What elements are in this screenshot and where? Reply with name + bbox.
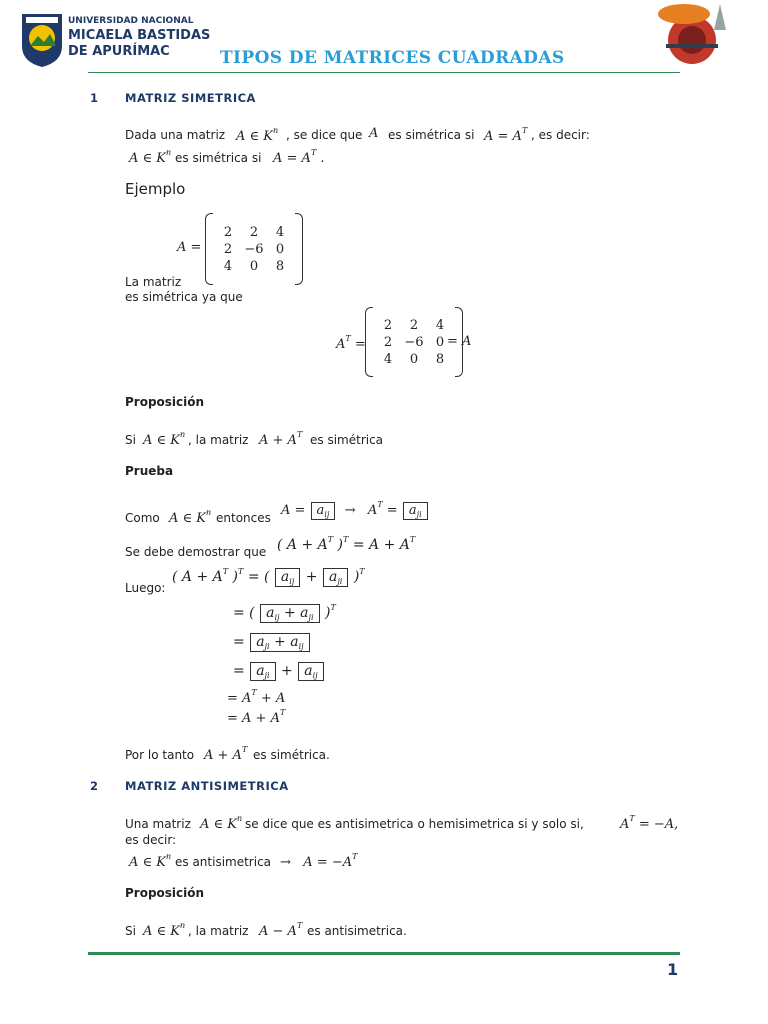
body-text: es decir: — [125, 833, 177, 847]
emblem-icon — [644, 0, 740, 64]
math-expression: = $A^T + A$ — [227, 688, 286, 706]
body-text: es antisimetrica — [175, 855, 272, 869]
body-text: es simétrica. — [253, 748, 330, 762]
matrix-cell: 4 — [223, 258, 233, 274]
body-text: es antisimetrica. — [307, 924, 407, 938]
math-expression: $A^T$ = — [336, 334, 366, 352]
matrix-cell: 2 — [223, 241, 233, 257]
math-expression: = $A + A^T$ — [227, 708, 286, 726]
math-expression: = $a_{ji} + a_{ij}$ — [233, 633, 311, 652]
math-expression: A ∈ $K^n$ — [169, 508, 212, 526]
body-text: Una matriz — [125, 817, 191, 831]
math-expression: A — [369, 126, 379, 141]
math-expression: = ( $a_{ij} + a_{ji}$ )$^T$ — [233, 603, 336, 622]
math-expression: $A + A^T$ — [204, 745, 248, 763]
section-number: 1 — [90, 91, 99, 105]
math-expression: A = — [177, 240, 202, 255]
body-text: Si — [125, 433, 136, 447]
body-text: Por lo tanto — [125, 748, 195, 762]
math-expression: ( $A + A^T$ )$^T = A + A^T$ — [277, 535, 416, 553]
math-expression: → $A = -A^T$ — [280, 852, 358, 870]
proof-heading: Prueba — [125, 464, 174, 478]
body-text: Como — [125, 511, 160, 525]
matrix-cell: 0 — [275, 241, 285, 257]
math-expression: $A = a_{ij} \to A^T = a_{ji}$ — [281, 500, 429, 520]
math-expression: $A - A^T$ — [259, 921, 303, 939]
body-text: es simétrica — [310, 433, 384, 447]
body-text: , la matriz — [188, 924, 249, 938]
matrix-cell: 8 — [435, 351, 445, 367]
intro-text: , se dice que — [286, 128, 363, 142]
footer-rule — [88, 952, 680, 955]
intro-text: es simétrica si — [175, 151, 262, 165]
matrix-cell: 2 — [383, 317, 393, 333]
math-expression: = $a_{ji} + a_{ij}$ — [233, 662, 325, 681]
intro-text: es simétrica si — [388, 128, 475, 142]
matrix-cell: 2 — [383, 334, 393, 350]
intro-text: , es decir: — [531, 128, 590, 142]
math-expression: = A — [447, 334, 472, 349]
matrix-cell: 0 — [249, 258, 259, 274]
matrix-cell: 2 — [409, 317, 419, 333]
matrix-a — [205, 213, 303, 285]
page-title: TIPOS DE MATRICES CUADRADAS — [220, 48, 565, 68]
matrix-cell: 2 — [223, 224, 233, 240]
proposition-heading: Proposición — [125, 886, 205, 900]
matrix-cell: 4 — [275, 224, 285, 240]
math-expression: $A^T = -A$, — [620, 814, 679, 832]
section-title: MATRIZ SIMETRICA — [125, 91, 256, 105]
math-expression: $A + A^T$ — [259, 430, 303, 448]
logo-text-1: UNIVERSIDAD NACIONAL — [68, 16, 194, 26]
matrix-cell: −6 — [404, 334, 424, 350]
body-text: entonces — [216, 511, 271, 525]
matrix-cell: 8 — [275, 258, 285, 274]
shield-icon — [20, 12, 64, 68]
proposition-heading: Proposición — [125, 395, 205, 409]
intro-text: Dada una matriz — [125, 128, 226, 142]
section-title: MATRIZ ANTISIMETRICA — [125, 779, 289, 793]
body-text: Si — [125, 924, 136, 938]
body-text: es simétrica ya que — [125, 290, 243, 304]
header-rule — [88, 72, 680, 73]
section-number: 2 — [90, 779, 99, 793]
matrix-cell: 2 — [249, 224, 259, 240]
body-text: Luego: — [125, 581, 166, 595]
body-text: Se debe demostrar que — [125, 545, 267, 559]
body-text: La matriz — [125, 275, 182, 289]
math-expression: $A = A^T$ — [484, 126, 528, 144]
matrix-cell: 4 — [383, 351, 393, 367]
math-expression: A ∈ $K^n$ — [129, 852, 172, 870]
math-expression: A ∈ $K^n$ — [129, 148, 172, 166]
page-number: 1 — [667, 960, 679, 979]
math-expression: A ∈ $K^n$ — [200, 814, 243, 832]
matrix-cell: 4 — [435, 317, 445, 333]
matrix-cell: 0 — [409, 351, 419, 367]
body-text: se dice que es antisimetrica o hemisimetrica si y solo si, — [245, 817, 584, 831]
logo-text-3: DE APURÍMAC — [68, 44, 170, 59]
math-expression: $A = A^T$ . — [273, 148, 325, 166]
math-expression: A ∈ $K^n$ — [143, 921, 186, 939]
math-expression: A ∈ $K^n$ — [143, 430, 186, 448]
matrix-cell: −6 — [244, 241, 264, 257]
matrix-cell: 0 — [435, 334, 445, 350]
logo-text-2: MICAELA BASTIDAS — [68, 28, 211, 43]
math-expression: A ∈ $K^n$ — [236, 126, 279, 144]
example-heading: Ejemplo — [125, 180, 186, 198]
university-logo — [20, 12, 211, 68]
faculty-emblem — [644, 0, 740, 64]
math-expression: ( $A + A^T$ )$^T$ = ( $a_{ij} + a_{ji}$ )$^T$ — [172, 567, 365, 586]
body-text: , la matriz — [188, 433, 249, 447]
